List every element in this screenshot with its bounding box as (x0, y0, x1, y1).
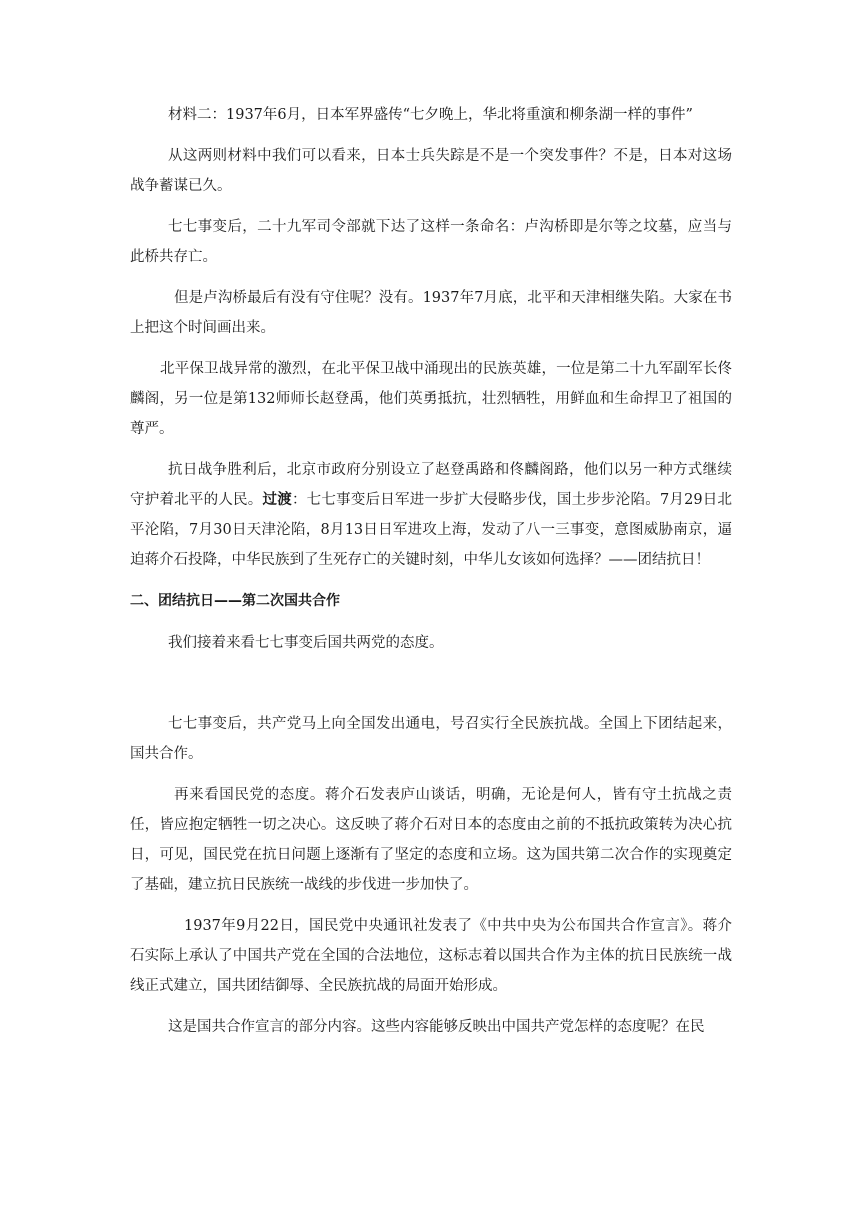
section-heading: 二、团结抗日——第二次国共合作 (130, 593, 340, 609)
paragraph-transition-part2: ：七七事变后日军进一步扩大侵略步伐，国土步步沦陷。7月29日北平沦陷，7月30日天津沦陷，8月13日日军进攻上海，发动了八一三事变，意图威胁南京，逼迫蒋介石投降，中华民族到了生死存亡的关键时刻，中华儿女该如何选择？——团结抗日！ (130, 492, 733, 568)
paragraph-intro-attitudes: 我们接着来看七七事变后国共两党的态度。 (168, 635, 444, 651)
paragraph-fall-of-beiping: 但是卢沟桥最后有没有守住呢？没有。1937年7月底，北平和天津相继失陷。大家在书上把这个时间画出来。 (130, 290, 732, 336)
paragraph-heroes: 北平保卫战异常的激烈，在北平保卫战中涌现出的民族英雄，一位是第二十九军副军长佟麟阁，另一位是第132师师长赵登禹，他们英勇抵抗，壮烈牺牲，用鲜血和生命捍卫了祖国的尊严。 (130, 361, 732, 437)
paragraph-declaration: 1937年9月22日，国民党中央通讯社发表了《中共中央为公布国共合作宣言》。蒋介石实际上承认了中国共产党在全国的合法地位，这标志着以国共合作为主体的抗日民族统一战线正式建立，国共团结御辱、全民族抗战的局面开始形成。 (130, 918, 732, 994)
paragraph-transition-part1: 抗日战争胜利后，北京市政府分别设立了赵登禹路和佟麟阁路，他们以另一种方式继续守护着北平的人民。 (130, 462, 732, 508)
transition-label: 过渡 (262, 492, 292, 508)
paragraph-communist-attitude: 七七事变后，共产党马上向全国发出通电，号召实行全民族抗战。全国上下团结起来，国共合作。 (130, 716, 732, 762)
paragraph-nationalist-attitude: 再来看国民党的态度。蒋介石发表庐山谈话，明确，无论是何人，皆有守土抗战之责任，皆应抱定牺牲一切之决心。这反映了蒋介石对日本的态度由之前的不抵抗政策转为决心抗日，可见，国民党在抗日问题上逐渐有了坚定的态度和立场。这为国共第二次合作的实现奠定了基础，建立抗日民族统一战线的步伐进一步加快了。 (130, 787, 732, 893)
paragraph-declaration-content: 这是国共合作宣言的部分内容。这些内容能够反映出中国共产党怎样的态度呢？在民 (168, 1019, 705, 1035)
paragraph-order: 七七事变后，二十九军司令部就下达了这样一条命名：卢沟桥即是尔等之坟墓，应当与此桥共存亡。 (130, 219, 732, 265)
blank-space (130, 669, 732, 709)
paragraph-transition (130, 455, 732, 575)
paragraph-material-two: 材料二：1937年6月，日本军界盛传“七夕晚上，华北将重演和柳条湖一样的事件” (168, 107, 693, 123)
document-body (130, 100, 732, 1053)
paragraph-analysis: 从这两则材料中我们可以看来，日本士兵失踪是不是一个突发事件？不是，日本对这场战争蓄谋已久。 (130, 148, 732, 194)
